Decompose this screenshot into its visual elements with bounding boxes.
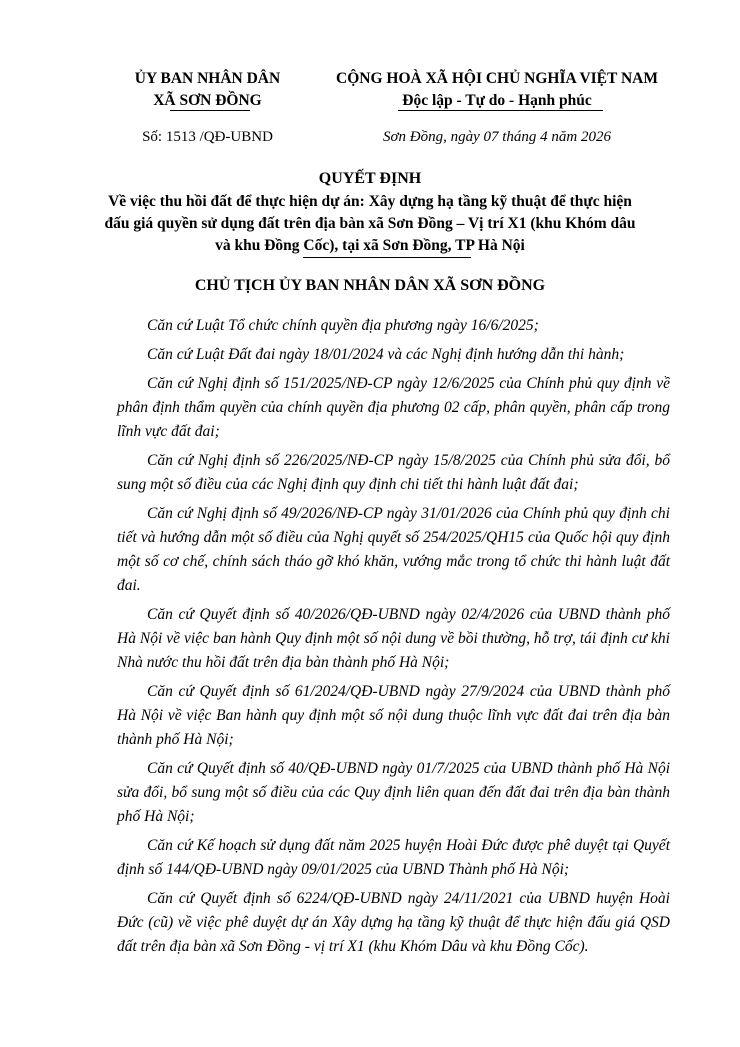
document-subject: Về việc thu hồi đất để thực hiện dự án: Xây dựng hạ tầng kỹ thuật để thực hiện đấu giá quyền sử dụng đất trên địa bàn xã Sơn Đồng – Vị trí X1 (khu Khóm dâu và khu Đồng Cốc), tại xã Sơn Đồng, TP Hà Nội — [104, 193, 636, 254]
country-name: CỘNG HOÀ XÃ HỘI CHỦ NGHĨA VIỆT NAM — [336, 70, 658, 87]
legal-basis-paragraph: Căn cứ Kế hoạch sử dụng đất năm 2025 huyện Hoài Đức được phê duyệt tại Quyết định số 144/QĐ-UBND ngày 09/01/2025 của UBND Thành phố Hà Nội; — [117, 837, 670, 878]
legal-basis-paragraph: Căn cứ Quyết định số 40/QĐ-UBND ngày 01/7/2025 của UBND thành phố Hà Nội sửa đổi, bổ sung một số điều của các Quy định liên quan đến đất đai trên địa bàn thành phố Hà Nội; — [117, 760, 670, 825]
document-title: QUYẾT ĐỊNH — [318, 170, 422, 187]
subject-underline — [303, 257, 471, 258]
motto-underline — [398, 110, 603, 111]
legal-basis-paragraph: Căn cứ Luật Tổ chức chính quyền địa phương ngày 16/6/2025; — [147, 317, 539, 334]
legal-basis-paragraph: Căn cứ Quyết định số 6224/QĐ-UBND ngày 24/11/2021 của UBND huyện Hoài Đức (cũ) về việc phê duyệt dự án Xây dựng hạ tầng kỹ thuật để thực hiện đấu giá QSD đất trên địa bàn xã Sơn Đồng - vị trí X1 (khu Khóm Dâu và khu Đồng Cốc). — [117, 890, 670, 955]
legal-basis-paragraph: Căn cứ Nghị định số 49/2026/NĐ-CP ngày 31/01/2026 của Chính phủ quy định chi tiết và hướng dẫn một số điều của Nghị quyết số 254/2025/QH15 của Quốc hội quy định một số cơ chế, chính sách tháo gỡ khó khăn, vướng mắc trong tổ chức thi hành luật đất đai. — [117, 505, 670, 594]
document-number: Số: 1513 /QĐ-UBND — [142, 129, 273, 145]
legal-basis-paragraph: Căn cứ Luật Đất đai ngày 18/01/2024 và các Nghị định hướng dẫn thi hành; — [147, 346, 625, 363]
agency-name-line2: XÃ SƠN ĐỒNG — [153, 92, 262, 109]
legal-basis-paragraph: Căn cứ Quyết định số 61/2024/QĐ-UBND ngày 27/9/2024 của UBND thành phố Hà Nội về việc Ban hành quy định một số nội dung thuộc lĩnh vực đất đai trên địa bàn thành phố Hà Nội; — [117, 683, 670, 748]
legal-basis-paragraph: Căn cứ Quyết định số 40/2026/QĐ-UBND ngày 02/4/2026 của UBND thành phố Hà Nội về việc ban hành Quy định một số nội dung về bồi thường, hỗ trợ, tái định cư khi Nhà nước thu hồi đất trên địa bàn thành phố Hà Nội; — [117, 606, 670, 671]
national-motto-header — [308, 68, 686, 112]
agency-underline — [170, 110, 250, 111]
issuing-authority: CHỦ TỊCH ỦY BAN NHÂN DÂN XÃ SƠN ĐỒNG — [194, 277, 546, 294]
agency-name-line1: ỦY BAN NHÂN DÂN — [134, 70, 281, 87]
agency-header — [105, 68, 310, 112]
legal-basis-paragraph: Căn cứ Nghị định số 226/2025/NĐ-CP ngày 15/8/2025 của Chính phủ sửa đổi, bổ sung một số điều của các Nghị định quy định chi tiết thi hành luật đất đai; — [117, 452, 670, 493]
motto: Độc lập - Tự do - Hạnh phúc — [402, 92, 592, 109]
legal-basis-paragraph: Căn cứ Nghị định số 151/2025/NĐ-CP ngày 12/6/2025 của Chính phủ quy định về phân định thẩm quyền của chính quyền địa phương 02 cấp, phân quyền, phân cấp trong lĩnh vực đất đai; — [117, 375, 670, 440]
place-and-date: Sơn Đồng, ngày 07 tháng 4 năm 2026 — [383, 129, 611, 145]
legal-basis-section — [117, 314, 670, 964]
